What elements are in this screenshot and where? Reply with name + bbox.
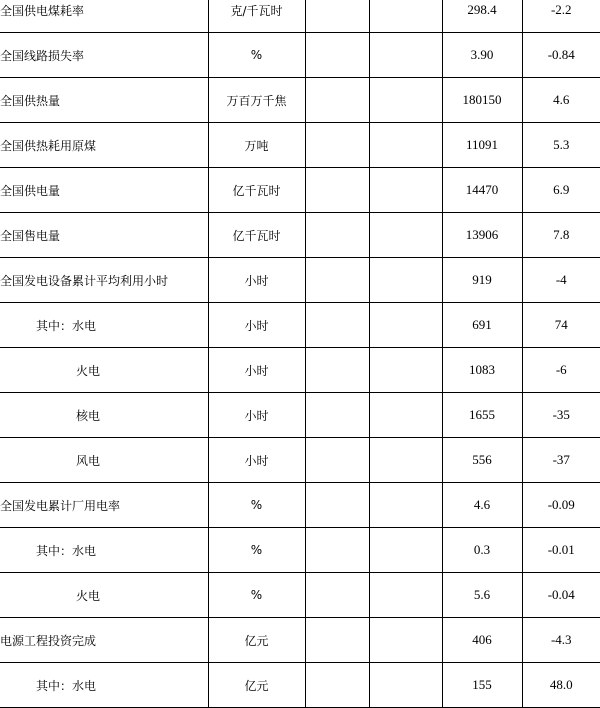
value-cell: 3.90: [442, 33, 522, 78]
change-cell: -0.04: [522, 573, 600, 618]
blank-cell: [305, 33, 369, 78]
blank-cell: [369, 348, 442, 393]
blank-cell: [369, 663, 442, 708]
blank-cell: [369, 618, 442, 663]
value-cell: 14470: [442, 168, 522, 213]
blank-cell: [305, 0, 369, 33]
blank-cell: [305, 123, 369, 168]
change-cell: 6.9: [522, 168, 600, 213]
change-cell: -0.09: [522, 483, 600, 528]
change-cell: -35: [522, 393, 600, 438]
change-cell: -0.84: [522, 33, 600, 78]
indicator-name-cell: 全国发电设备累计平均利用小时: [0, 258, 208, 303]
value-cell: 1083: [442, 348, 522, 393]
unit-cell: %: [208, 33, 305, 78]
table-row: [0, 393, 600, 438]
blank-cell: [305, 213, 369, 258]
blank-cell: [369, 168, 442, 213]
blank-cell: [305, 258, 369, 303]
indicator-name-cell: 全国供电煤耗率: [0, 0, 208, 33]
blank-cell: [369, 258, 442, 303]
value-cell: 919: [442, 258, 522, 303]
table-row: [0, 213, 600, 258]
change-cell: -4.3: [522, 618, 600, 663]
indicator-name-cell: 全国售电量: [0, 213, 208, 258]
indicator-name-cell: 其中：水电: [0, 303, 208, 348]
value-cell: 556: [442, 438, 522, 483]
unit-cell: 亿千瓦时: [208, 213, 305, 258]
blank-cell: [369, 528, 442, 573]
unit-cell: 小时: [208, 258, 305, 303]
blank-cell: [305, 393, 369, 438]
value-cell: 180150: [442, 78, 522, 123]
value-cell: 298.4: [442, 0, 522, 33]
indicator-name-cell: 其中：水电: [0, 528, 208, 573]
indicator-name-cell: 核电: [0, 393, 208, 438]
blank-cell: [369, 483, 442, 528]
table-row: [0, 483, 600, 528]
change-cell: -6: [522, 348, 600, 393]
value-cell: 155: [442, 663, 522, 708]
table-row: [0, 303, 600, 348]
indicator-name-cell: 电源工程投资完成: [0, 618, 208, 663]
blank-cell: [369, 303, 442, 348]
unit-cell: %: [208, 573, 305, 618]
unit-cell: 小时: [208, 438, 305, 483]
blank-cell: [369, 78, 442, 123]
unit-cell: 万吨: [208, 123, 305, 168]
blank-cell: [369, 438, 442, 483]
table-row: [0, 663, 600, 708]
indicator-name-cell: 全国线路损失率: [0, 33, 208, 78]
blank-cell: [305, 663, 369, 708]
value-cell: 0.3: [442, 528, 522, 573]
value-cell: 11091: [442, 123, 522, 168]
table-row: [0, 573, 600, 618]
change-cell: -2.2: [522, 0, 600, 33]
table-row: [0, 438, 600, 483]
value-cell: 691: [442, 303, 522, 348]
value-cell: 406: [442, 618, 522, 663]
value-cell: 1655: [442, 393, 522, 438]
indicator-name-cell: 火电: [0, 573, 208, 618]
blank-cell: [369, 573, 442, 618]
indicator-name-cell: 全国供热耗用原煤: [0, 123, 208, 168]
blank-cell: [305, 303, 369, 348]
unit-cell: 克/千瓦时: [208, 0, 305, 33]
unit-cell: 万百万千焦: [208, 78, 305, 123]
change-cell: 4.6: [522, 78, 600, 123]
blank-cell: [305, 348, 369, 393]
table-row: [0, 528, 600, 573]
indicator-name-cell: 风电: [0, 438, 208, 483]
unit-cell: 亿千瓦时: [208, 168, 305, 213]
table-row: [0, 618, 600, 663]
blank-cell: [305, 483, 369, 528]
indicator-name-cell: 其中：水电: [0, 663, 208, 708]
blank-cell: [305, 438, 369, 483]
blank-cell: [369, 123, 442, 168]
blank-cell: [369, 213, 442, 258]
indicator-name-cell: 全国发电累计厂用电率: [0, 483, 208, 528]
change-cell: -37: [522, 438, 600, 483]
change-cell: -0.01: [522, 528, 600, 573]
blank-cell: [369, 393, 442, 438]
value-cell: 5.6: [442, 573, 522, 618]
table-row: [0, 78, 600, 123]
blank-cell: [305, 78, 369, 123]
unit-cell: %: [208, 528, 305, 573]
table-row: [0, 33, 600, 78]
value-cell: 13906: [442, 213, 522, 258]
table-row: [0, 0, 600, 33]
unit-cell: %: [208, 483, 305, 528]
unit-cell: 小时: [208, 303, 305, 348]
blank-cell: [305, 573, 369, 618]
table-row: [0, 348, 600, 393]
table-row: [0, 258, 600, 303]
indicator-name-cell: 全国供热量: [0, 78, 208, 123]
indicator-name-cell: 全国供电量: [0, 168, 208, 213]
blank-cell: [305, 618, 369, 663]
change-cell: 48.0: [522, 663, 600, 708]
indicator-name-cell: 火电: [0, 348, 208, 393]
blank-cell: [305, 168, 369, 213]
unit-cell: 小时: [208, 348, 305, 393]
change-cell: 5.3: [522, 123, 600, 168]
unit-cell: 亿元: [208, 663, 305, 708]
blank-cell: [369, 0, 442, 33]
change-cell: -4: [522, 258, 600, 303]
table-row: [0, 168, 600, 213]
unit-cell: 亿元: [208, 618, 305, 663]
blank-cell: [369, 33, 442, 78]
unit-cell: 小时: [208, 393, 305, 438]
table-row: [0, 123, 600, 168]
value-cell: 4.6: [442, 483, 522, 528]
blank-cell: [305, 528, 369, 573]
change-cell: 74: [522, 303, 600, 348]
change-cell: 7.8: [522, 213, 600, 258]
